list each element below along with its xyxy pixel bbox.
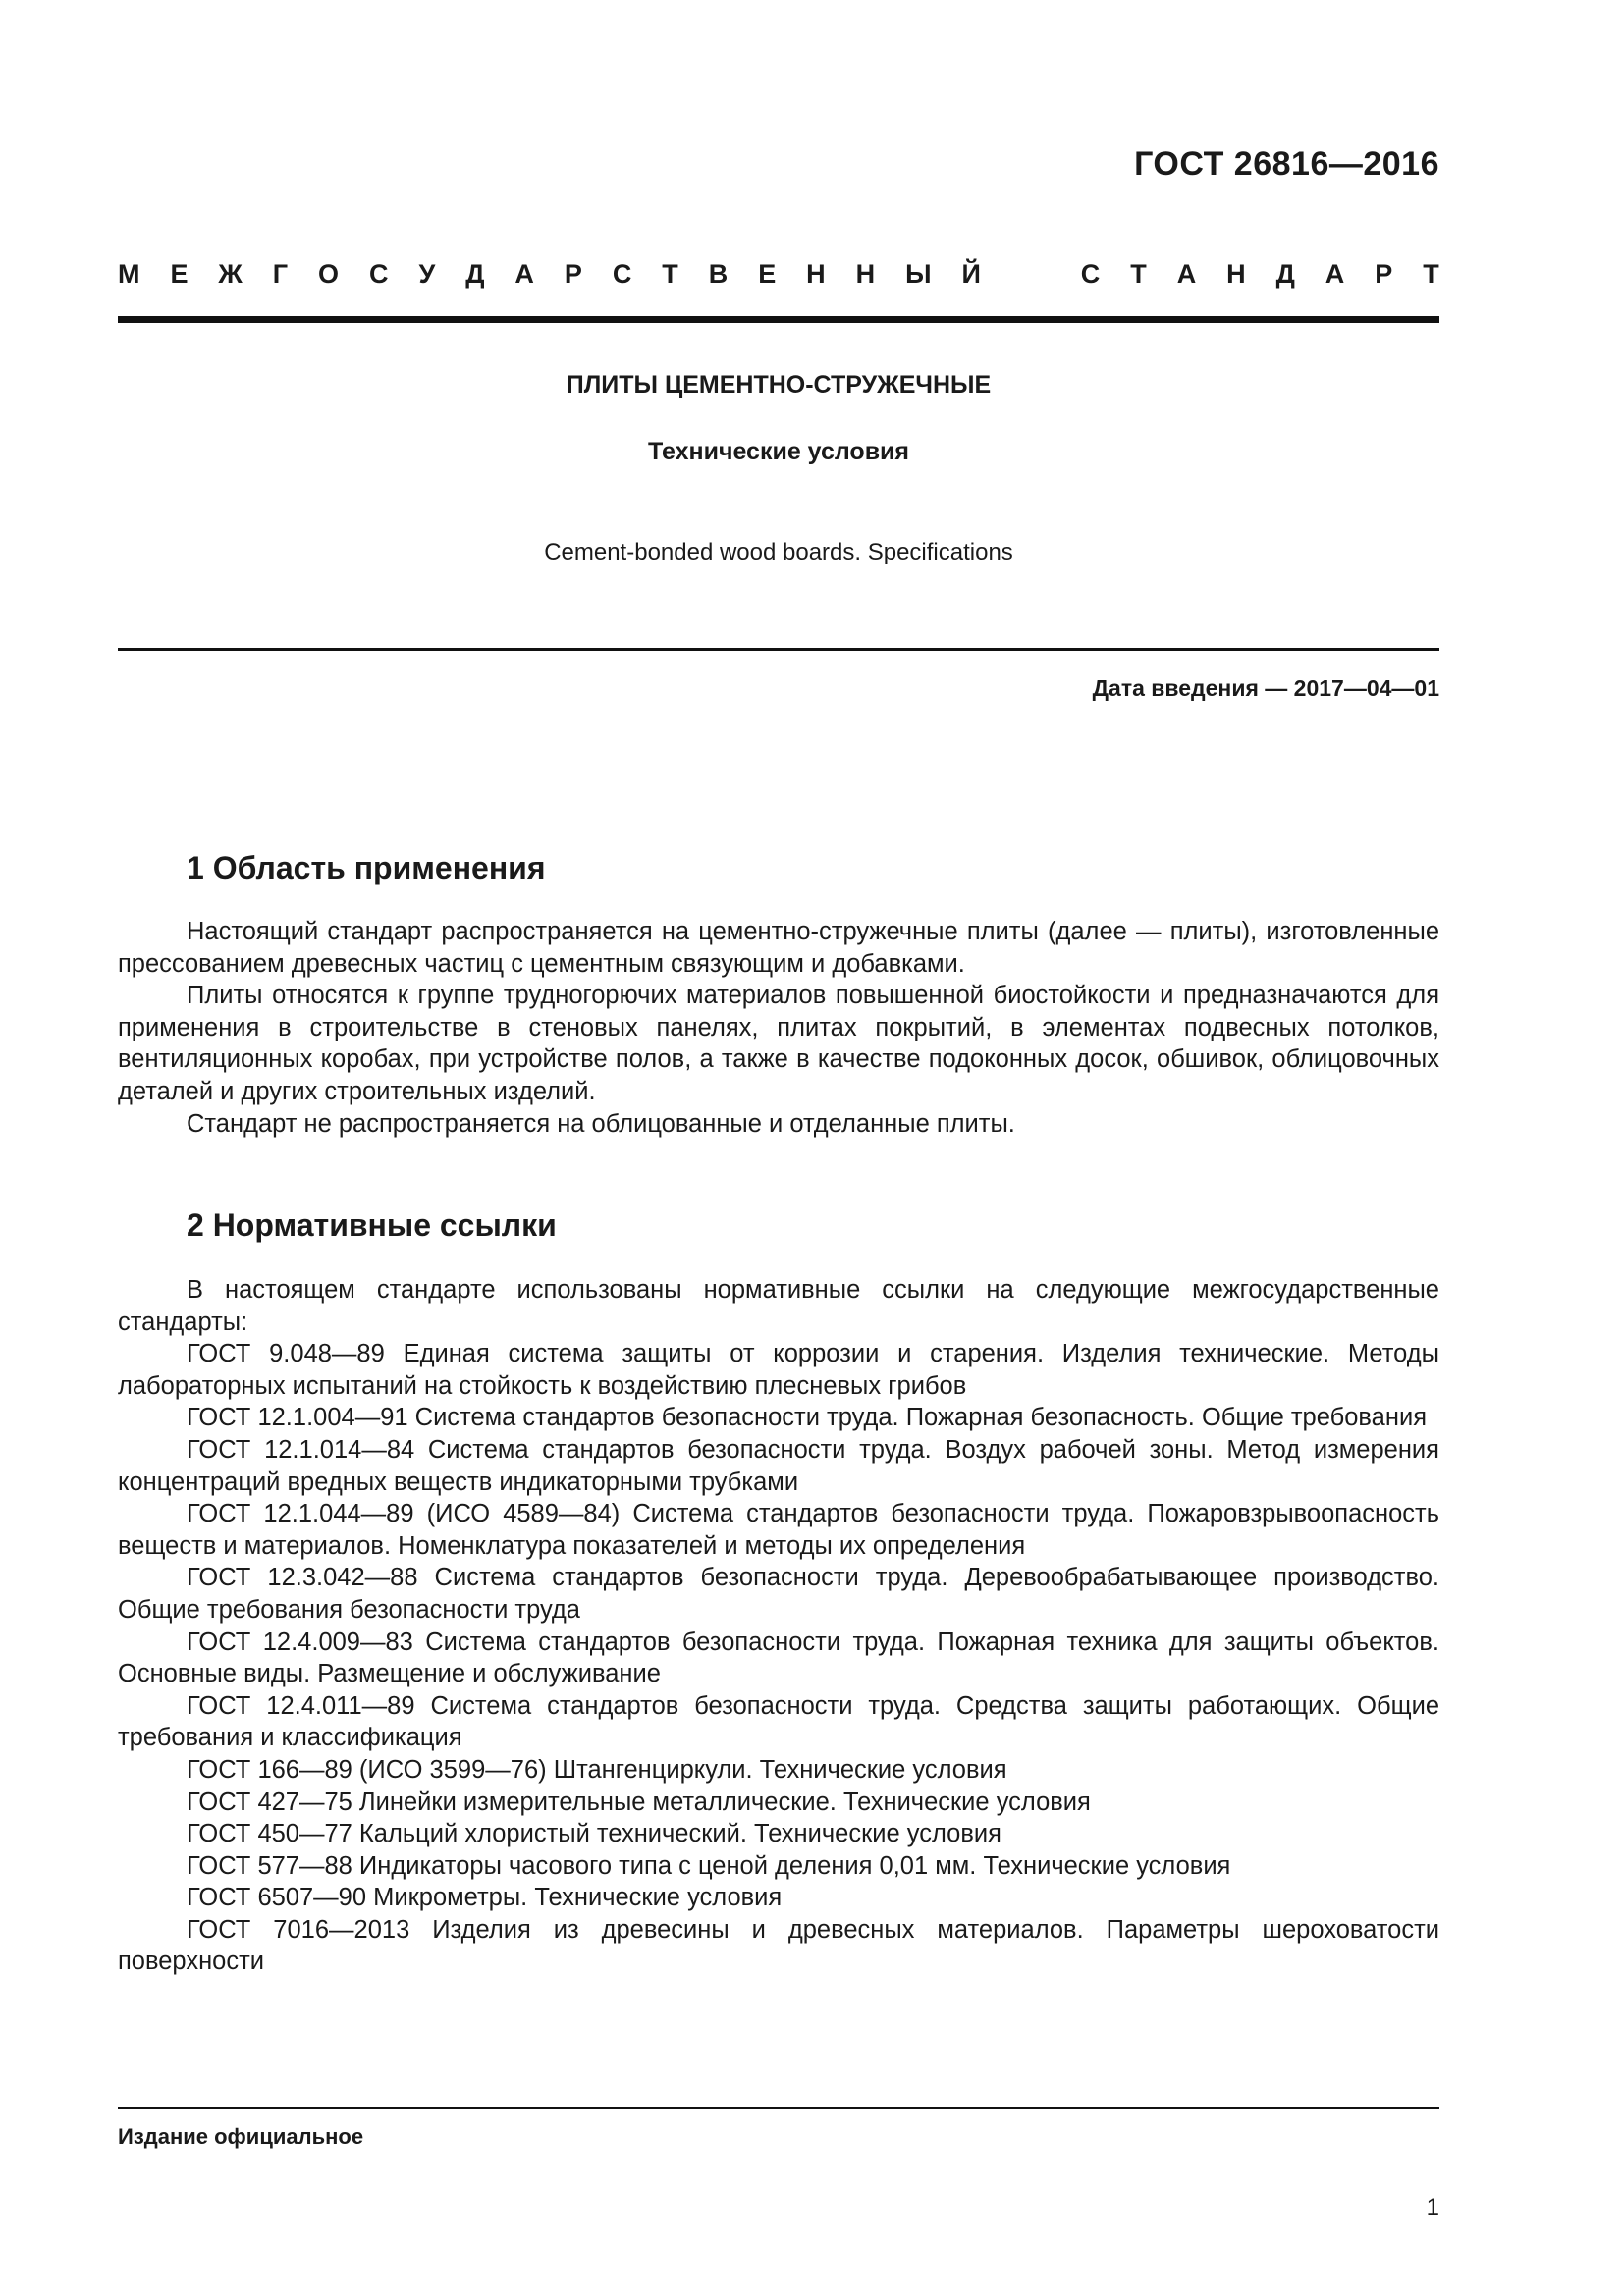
paragraph: Плиты относятся к группе трудногорючих материалов повышенной биостойкости и предназначаются для применения в строительстве в стеновых панелях, плитах покрытий, в элементах подвесных потолков, вентиляционных коробах, при устройстве полов, а также в качестве подоконных досок, обшивок, облицовочных деталей и других строительных изделий. xyxy=(118,982,1439,1105)
paragraph: В настоящем стандарте использованы нормативные ссылки на следующие межгосударственные стандарты: xyxy=(118,1276,1439,1336)
interstate-letter: А xyxy=(514,259,534,289)
reference-item: ГОСТ 577—88 Индикаторы часового типа с ценой деления 0,01 мм. Технические условия xyxy=(187,1851,1231,1880)
reference-item: ГОСТ 450—77 Кальций хлористый технический. Технические условия xyxy=(187,1820,1001,1848)
interstate-letter: Т xyxy=(662,259,678,289)
interstate-letter: Н xyxy=(806,259,826,289)
interstate-letter: Д xyxy=(1275,259,1295,289)
section-2-body xyxy=(118,1274,1439,1978)
reference-item: ГОСТ 12.1.014—84 Система стандартов безопасности труда. Воздух рабочей зоны. Метод измерения концентраций вредных веществ индикаторными трубками xyxy=(118,1435,1439,1496)
interstate-letter: Н xyxy=(1226,259,1246,289)
header-rule xyxy=(118,316,1439,323)
interstate-letter: Н xyxy=(855,259,876,289)
document-title: ПЛИТЫ ЦЕМЕНТНО-СТРУЖЕЧНЫЕ xyxy=(566,371,992,399)
footer-rule xyxy=(118,2107,1439,2109)
reference-item: ГОСТ 12.4.009—83 Система стандартов безопасности труда. Пожарная техника для защиты объектов. Основные виды. Размещение и обслуживание xyxy=(118,1628,1439,1688)
official-edition-label: Издание официальное xyxy=(118,2124,364,2149)
reference-item: ГОСТ 12.1.004—91 Система стандартов безопасности труда. Пожарная безопасность. Общие требования xyxy=(187,1404,1427,1432)
interstate-letter: М xyxy=(118,259,140,289)
reference-item: ГОСТ 12.1.044—89 (ИСО 4589—84) Система стандартов безопасности труда. Пожаровзрывоопасность веществ и материалов. Номенклатура показателей и методы их определения xyxy=(118,1500,1439,1560)
interstate-letter: Й xyxy=(961,259,981,289)
interstate-letter: А xyxy=(1176,259,1197,289)
reference-item: ГОСТ 9.048—89 Единая система защиты от коррозии и старения. Изделия технические. Методы лабораторных испытаний на стойкость к воздействию плесневых грибов xyxy=(118,1340,1439,1400)
introduction-date: Дата введения — 2017—04—01 xyxy=(1092,675,1439,701)
interstate-standard-label xyxy=(118,259,1439,290)
standard-code: ГОСТ 26816—2016 xyxy=(1134,145,1439,183)
interstate-letter: Т xyxy=(1423,259,1439,289)
interstate-letter: С xyxy=(612,259,632,289)
reference-item: ГОСТ 7016—2013 Изделия из древесины и древесных материалов. Параметры шероховатости поверхности xyxy=(118,1915,1439,1976)
interstate-letter: Е xyxy=(758,259,777,289)
interstate-letter: О xyxy=(318,259,340,289)
interstate-letter: В xyxy=(708,259,729,289)
interstate-letter: Г xyxy=(272,259,289,289)
reference-item: ГОСТ 427—75 Линейки измерительные металлические. Технические условия xyxy=(187,1788,1091,1816)
document-subtitle: Технические условия xyxy=(647,438,910,465)
title-rule xyxy=(118,648,1439,651)
interstate-letter: Р xyxy=(1375,259,1393,289)
reference-item: ГОСТ 12.4.011—89 Система стандартов безопасности труда. Средства защиты работающих. Общие требования и классификация xyxy=(118,1691,1439,1752)
interstate-letter: Ж xyxy=(218,259,243,289)
section-1-body xyxy=(118,916,1439,1140)
reference-item: ГОСТ 6507—90 Микрометры. Технические условия xyxy=(187,1884,783,1912)
reference-item: ГОСТ 12.3.042—88 Система стандартов безопасности труда. Деревообрабатывающее производство. Общие требования безопасности труда xyxy=(118,1564,1439,1624)
paragraph: Настоящий стандарт распространяется на цементно-стружечные плиты (далее — плиты), изготовленные прессованием древесных частиц с цементным связующим и добавками. xyxy=(118,918,1439,978)
interstate-letter: С xyxy=(369,259,389,289)
interstate-letter: Т xyxy=(1130,259,1147,289)
interstate-letter: Р xyxy=(564,259,582,289)
word-gap xyxy=(1011,259,1051,290)
interstate-letter: Е xyxy=(170,259,189,289)
page-number: 1 xyxy=(1426,2194,1439,2220)
reference-item: ГОСТ 166—89 (ИСО 3599—76) Штангенциркули. Технические условия xyxy=(187,1755,1007,1784)
interstate-letter: У xyxy=(418,259,436,289)
interstate-letter: Ы xyxy=(905,259,932,289)
interstate-letter: А xyxy=(1325,259,1345,289)
section-2-heading: 2 Нормативные ссылки xyxy=(187,1207,557,1243)
section-1-heading: 1 Область применения xyxy=(187,850,546,885)
interstate-letter: Д xyxy=(465,259,485,289)
english-title: Cement-bonded wood boards. Specifications xyxy=(544,539,1013,565)
interstate-letter: С xyxy=(1080,259,1101,289)
paragraph: Стандарт не распространяется на облицованные и отделанные плиты. xyxy=(187,1109,1015,1138)
